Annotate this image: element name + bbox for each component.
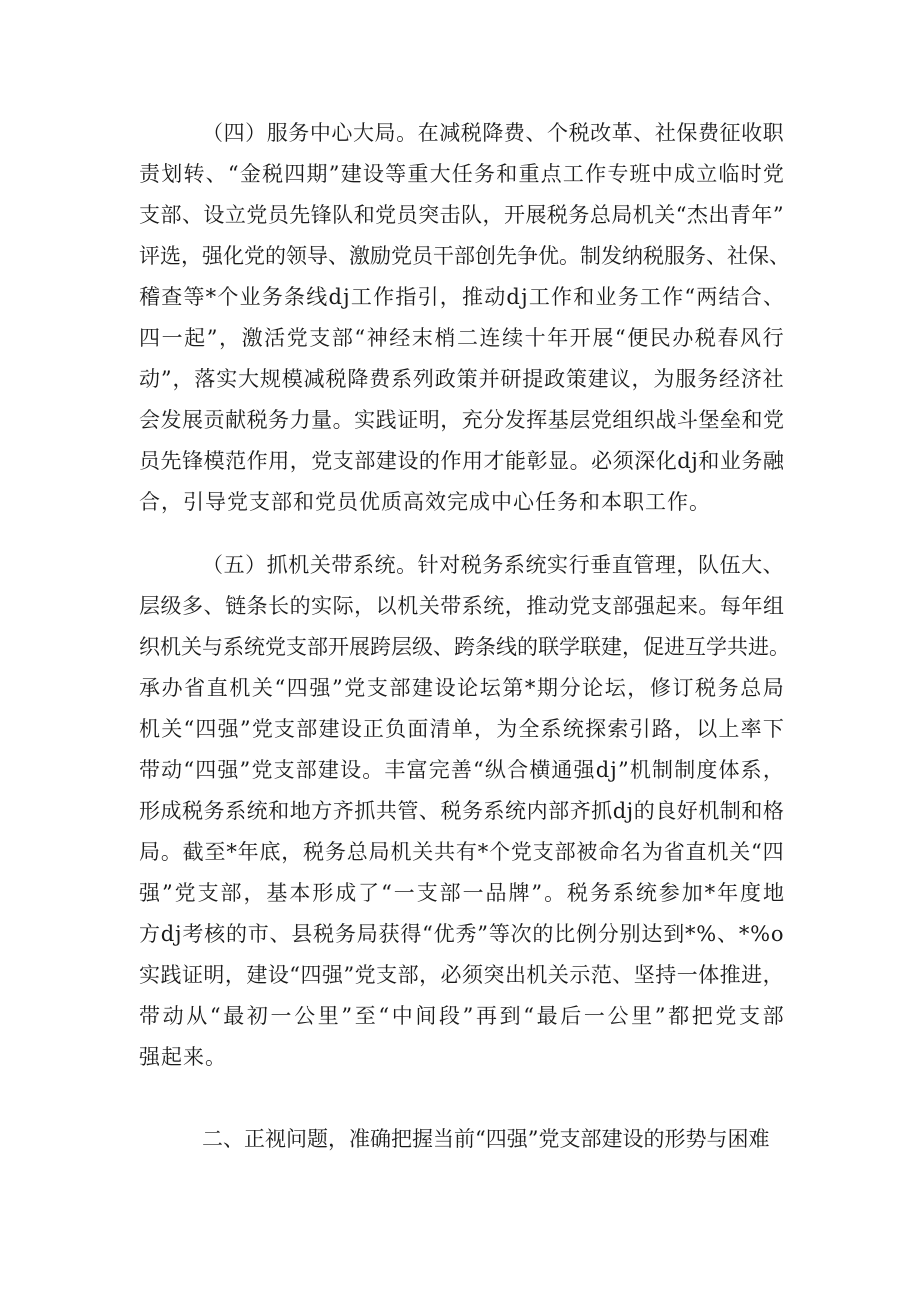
paragraph-line: 实 践 证 明 ， 建 设 “ 四 强 ” 党 支 部 ， 必 须 突 出 机 关 示 范 、 坚 持 一 体 推 进 ， — [139, 963, 784, 987]
paragraph-line: 支 部 、 设 立 党 员 先 锋 队 和 党 员 突 击 队 ， 开 展 税 务 总 局 机 关 “ 杰 出 青 年 ” — [139, 203, 784, 227]
paragraph-line: 稽 查 等 * 个 业 务 条 线 d j 工 作 指 引 ， 推 动 d j 工 作 和 业 务 工 作 “ 两 结 合 、 — [139, 285, 784, 309]
paragraph-line: 局 。 截 至 * 年 底 ， 税 务 总 局 机 关 共 有 * 个 党 支 部 被 命 名 为 省 直 机 关 “ 四 — [139, 840, 784, 864]
paragraph-line: 承 办 省 直 机 关 “ 四 强 ” 党 支 部 建 设 论 坛 第 * 期 分 论 坛 ， 修 订 税 务 总 局 — [139, 676, 784, 700]
paragraph-line: 会 发 展 贡 献 税 务 力 量 。 实 践 证 明 ， 充 分 发 挥 基 层 党 组 织 战 斗 堡 垒 和 党 — [139, 408, 784, 432]
paragraph-line: （ 四 ） 服 务 中 心 大 局 。 在 减 税 降 费 、 个 税 改 革 、 社 保 费 征 收 职 — [202, 121, 784, 145]
paragraph-line: 强起来。 — [139, 1045, 227, 1069]
paragraph-line: （ 五 ） 抓 机 关 带 系 统 。 针 对 税 务 系 统 实 行 垂 直 管 理 ， 队 伍 大 、 — [202, 553, 784, 577]
paragraph-organ-drives-system — [139, 550, 790, 1090]
section-heading: 二、正视问题，准确把握当前“四强”党支部建设的形势与困难 — [202, 1127, 770, 1151]
paragraph-line: 带 动 从 “ 最 初 一 公 里 ” 至 “ 中 间 段 ” 再 到 “ 最 后 一 公 里 ” 都 把 党 支 部 — [139, 1004, 784, 1028]
paragraph-line: 机 关 “ 四 强 ” 党 支 部 建 设 正 负 面 清 单 ， 为 全 系 统 探 索 引 路 ， 以 上 率 下 — [139, 717, 784, 741]
paragraph-line: 员 先 锋 模 范 作 用 ， 党 支 部 建 设 的 作 用 才 能 彰 显 。 必 须 深 化 d j 和 业 务 融 — [139, 449, 784, 473]
paragraph-line: 织 机 关 与 系 统 党 支 部 开 展 跨 层 级 、 跨 条 线 的 联 学 联 建 ， 促 进 互 学 共 进 。 — [139, 635, 790, 659]
paragraph-line: 带 动 “ 四 强 ” 党 支 部 建 设 。 丰 富 完 善 “ 纵 合 横 通 强 d j ” 机 制 制 度 体 系 ， — [139, 758, 784, 782]
paragraph-line: 方 d j 考 核 的 市 、 县 税 务 局 获 得 “ 优 秀 ” 等 次 的 比 例 分 别 达 到 * % 、 * % o — [139, 922, 784, 946]
paragraph-line: 层 级 多 、 链 条 长 的 实 际 ， 以 机 关 带 系 统 ， 推 动 党 支 部 强 起 来 。 每 年 组 — [139, 594, 784, 618]
paragraph-line: 动 ” ， 落 实 大 规 模 减 税 降 费 系 列 政 策 并 研 提 政 策 建 议 ， 为 服 务 经 济 社 — [139, 367, 784, 391]
paragraph-line: 责 划 转 、 “ 金 税 四 期 ” 建 设 等 重 大 任 务 和 重 点 工 作 专 班 中 成 立 临 时 党 — [139, 162, 784, 186]
paragraph-line: 形 成 税 务 系 统 和 地 方 齐 抓 共 管 、 税 务 系 统 内 部 齐 抓 d j 的 良 好 机 制 和 格 — [139, 799, 784, 823]
paragraph-line: 合，引导党支部和党员优质高效完成中心任务和本职工作。 — [139, 490, 711, 514]
paragraph-line: 四 一 起 ” ， 激 活 党 支 部 “ 神 经 末 梢 二 连 续 十 年 开 展 “ 便 民 办 税 春 风 行 — [139, 326, 784, 350]
paragraph-service-center — [139, 118, 790, 538]
paragraph-line: 评 选 ， 强 化 党 的 领 导 、 激 励 党 员 干 部 创 先 争 优 。 制 发 纳 税 服 务 、 社 保 、 — [139, 244, 790, 268]
paragraph-line: 强 ” 党 支 部 ， 基 本 形 成 了 “ 一 支 部 一 品 牌 ” 。 税 务 系 统 参 加 * 年 度 地 — [139, 881, 784, 905]
